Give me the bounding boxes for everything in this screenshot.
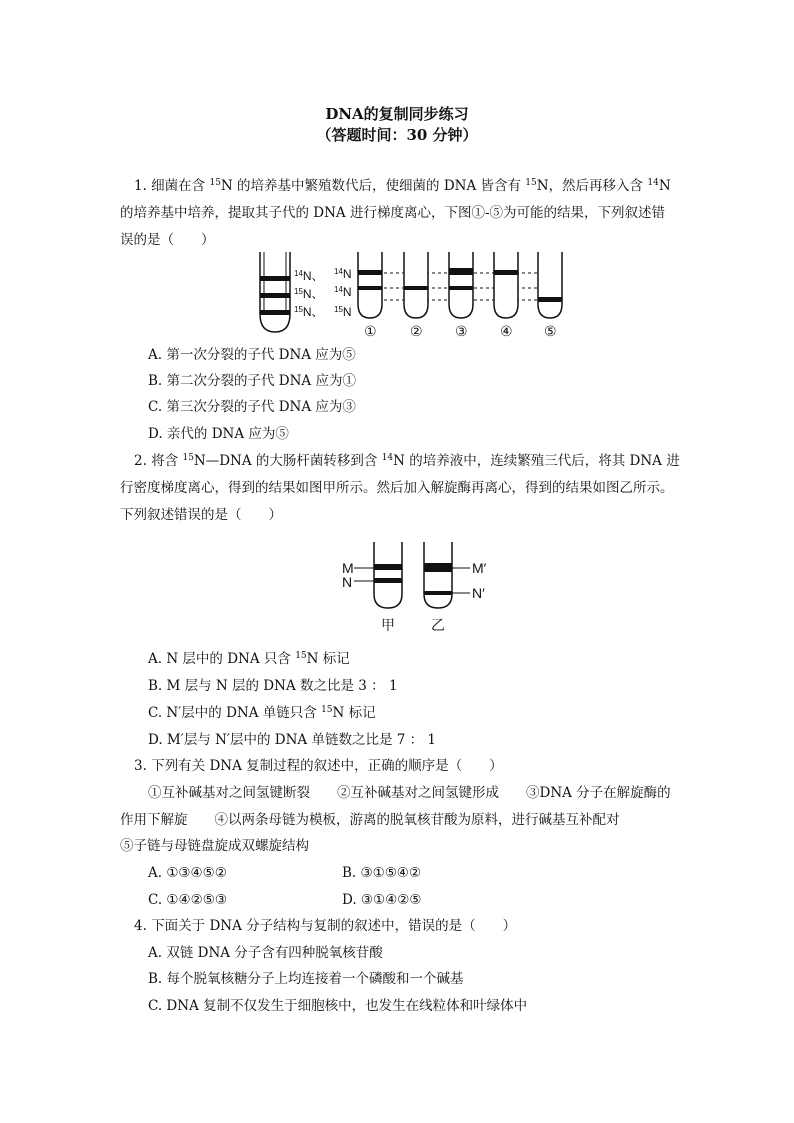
- q3-line4: ⑤子链与母链盘旋成双螺旋结构: [120, 838, 309, 854]
- q4-option-b[interactable]: B. 每个脱氧核糖分子上均连接着一个磷酸和一个碱基: [148, 971, 464, 987]
- q1-line3: 误的是（ ）: [120, 232, 215, 248]
- q2-line2: 行密度梯度离心，得到的结果如图甲所示。然后加入解旋酶再离心，得到的结果如图乙所示。: [120, 480, 674, 496]
- label-15N: $^{15}$N: [334, 305, 352, 319]
- jia-band-M: [374, 564, 402, 570]
- q2-line3: 下列叙述错误的是（ ）: [120, 507, 282, 523]
- ref-band-3: [260, 310, 290, 315]
- label-yi: 乙: [431, 618, 445, 634]
- q3-option-c[interactable]: C. ①④②⑤③: [148, 892, 227, 908]
- jia-band-N: [374, 578, 402, 583]
- label-N: N: [342, 574, 353, 590]
- tube-number-5: ⑤: [544, 323, 557, 339]
- tube-4: [494, 252, 518, 318]
- tube2-band-mid: [404, 286, 428, 290]
- tube-number-4: ④: [500, 323, 513, 339]
- label-14N-b: $^{14}$N: [334, 285, 352, 299]
- ref-label-15N-b: $^{15}$N、: [294, 305, 324, 319]
- q2-line1: 2. 将含 $^{15}$N—DNA 的大肠杆菌转移到含 $^{14}$N 的培养液中，连续繁殖三代后，将其 DNA 进: [134, 453, 680, 469]
- tube-2: [404, 252, 428, 318]
- label-14N: $^{14}$N: [334, 267, 352, 281]
- tube-jia: [374, 542, 402, 608]
- tube-3: [449, 252, 473, 318]
- reference-tube: [260, 252, 290, 332]
- q1-option-c[interactable]: C. 第三次分裂的子代 DNA 应为③: [148, 399, 356, 415]
- tube-yi: [424, 542, 452, 608]
- q2-option-d[interactable]: D. M′层与 N′层中的 DNA 单链数之比是 7 ： 1: [148, 732, 437, 748]
- q3-option-b[interactable]: B. ③①⑤④②: [342, 865, 422, 881]
- label-M-prime: M′: [472, 560, 487, 576]
- label-M: M: [342, 560, 354, 576]
- q3-line1: 3. 下列有关 DNA 复制过程的叙述中，正确的顺序是（ ）: [134, 758, 503, 774]
- q4-option-a[interactable]: A. 双链 DNA 分子含有四种脱氧核苷酸: [148, 945, 383, 961]
- ref-label-15N-a: $^{15}$N、: [294, 287, 324, 301]
- tube-number-2: ②: [410, 323, 423, 339]
- tube-1: [358, 252, 382, 318]
- q3-option-d[interactable]: D. ③①④②⑤: [342, 892, 422, 908]
- label-N-prime: N′: [472, 585, 485, 601]
- q4-line1: 4. 下面关于 DNA 分子结构与复制的叙述中，错误的是（ ）: [134, 918, 517, 934]
- q3-line3: 作用下解旋 ④以两条母链为模板，游离的脱氧核苷酸为原料，进行碱基互补配对: [120, 812, 620, 828]
- page-subtitle: （答题时间：30 分钟）: [316, 126, 478, 144]
- page-title: DNA的复制同步练习: [325, 105, 469, 123]
- tube-number-1: ①: [364, 323, 377, 339]
- q1-option-b[interactable]: B. 第二次分裂的子代 DNA 应为①: [148, 373, 356, 389]
- q1-option-a[interactable]: A. 第一次分裂的子代 DNA 应为⑤: [148, 347, 356, 363]
- tube3-band-mid: [449, 286, 473, 290]
- q2-option-b[interactable]: B. M 层与 N 层的 DNA 数之比是 3 ： 1: [148, 678, 398, 694]
- tube3-band-top: [449, 268, 473, 275]
- tube-5: [538, 252, 562, 318]
- q2-option-a[interactable]: A. N 层中的 DNA 只含 $^{15}$N 标记: [148, 651, 350, 667]
- q2-option-c[interactable]: C. N′层中的 DNA 单链只含 $^{15}$N 标记: [148, 705, 376, 721]
- tube-number-3: ③: [455, 323, 468, 339]
- q2-figure: [330, 538, 500, 638]
- ref-label-14N: $^{14}$N、: [294, 269, 324, 283]
- q1-figure: [250, 248, 580, 340]
- ref-band-2: [260, 293, 290, 298]
- q3-option-a[interactable]: A. ①③④⑤②: [148, 865, 227, 881]
- ref-band-1: [260, 276, 290, 281]
- yi-band-N2: [424, 591, 452, 595]
- tube5-band-bottom: [538, 297, 562, 302]
- yi-band-M2: [424, 563, 452, 572]
- label-jia: 甲: [381, 618, 395, 634]
- tube1-band-top: [358, 270, 382, 275]
- q4-option-c[interactable]: C. DNA 复制不仅发生于细胞核中，也发生在线粒体和叶绿体中: [148, 998, 528, 1014]
- tube4-band-top: [494, 270, 518, 275]
- q1-line1: 1. 细菌在含 $^{15}$N 的培养基中繁殖数代后，使细菌的 DNA 皆含有 $^{15}$N，然后再移入含 $^{14}$N: [134, 178, 671, 194]
- q1-option-d[interactable]: D. 亲代的 DNA 应为⑤: [148, 426, 289, 442]
- q3-line2: ①互补碱基对之间氢键断裂 ②互补碱基对之间氢键形成 ③DNA 分子在解旋酶的: [148, 785, 671, 801]
- tube1-band-mid: [358, 286, 382, 290]
- q1-line2: 的培养基中培养，提取其子代的 DNA 进行梯度离心，下图①-⑤为可能的结果，下列叙述错: [120, 205, 666, 221]
